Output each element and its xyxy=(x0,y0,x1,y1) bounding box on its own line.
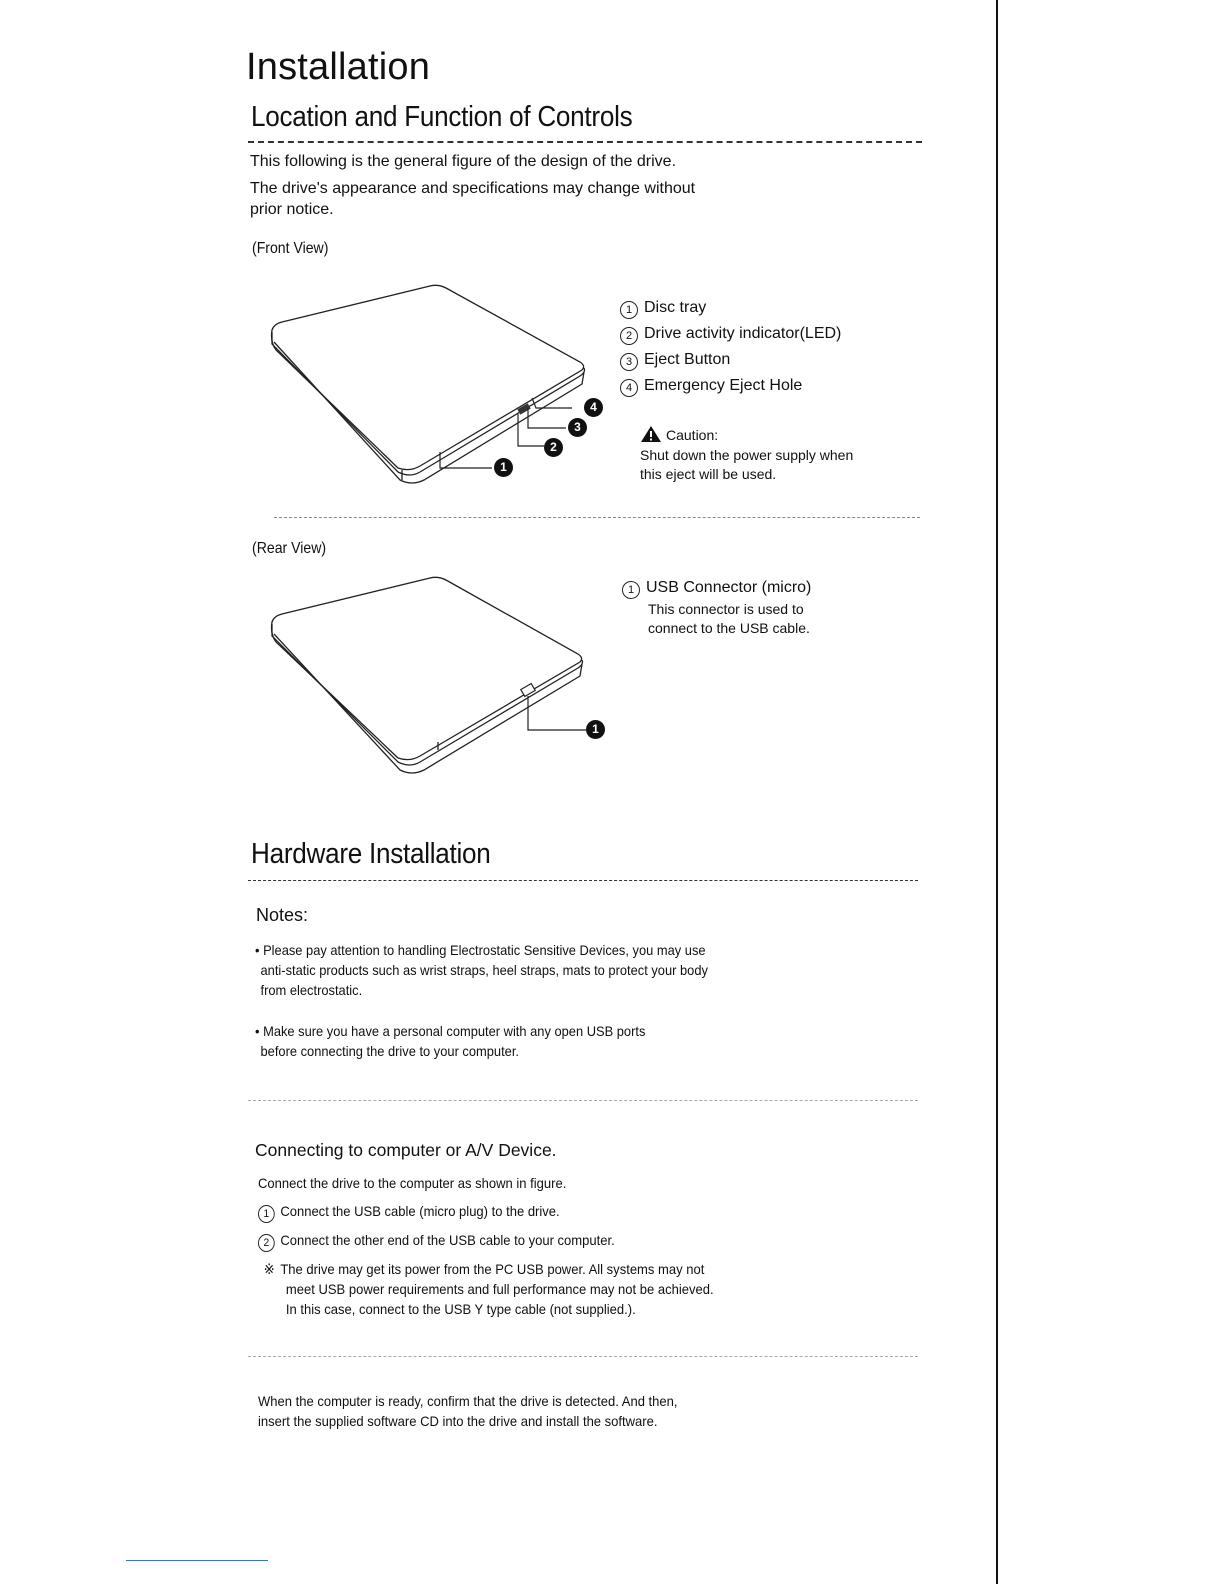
page-edge-line xyxy=(996,0,998,1584)
footnote-line xyxy=(126,1560,268,1561)
front-item: 2 Drive activity indicator(LED) xyxy=(620,323,841,345)
connect-steps: Connect the drive to the computer as shown in figure. 1 Connect the USB cable (micro plug) to the drive. 2 Connect the other end of the USB cable to your computer. ※ The drive may get its power from the PC USB power. All systems may not meet USB power requirements and full performance may not be achieved. In this case, connect to the USB Y type cable (not supplied.). xyxy=(258,1175,714,1317)
front-item: 4 Emergency Eject Hole xyxy=(620,375,841,397)
circled-number: 1 xyxy=(258,1205,275,1223)
section-divider xyxy=(248,141,922,143)
warning-icon xyxy=(640,425,662,443)
rear-item: 1 USB Connector (micro) xyxy=(622,577,811,599)
circled-number: 2 xyxy=(258,1234,275,1252)
rear-callout-1: 1 xyxy=(586,720,605,739)
circled-number: 4 xyxy=(620,379,638,397)
section-heading-hardware: Hardware Installation xyxy=(251,838,491,870)
connect-intro: Connect the drive to the computer as shown in figure. xyxy=(258,1175,567,1191)
divider xyxy=(248,1356,918,1357)
caution-title: Caution: xyxy=(666,427,719,443)
final-instructions: When the computer is ready, confirm that the drive is detected. And then, insert the supplied software CD into the drive and install the software. xyxy=(258,1393,678,1429)
section-heading-controls: Location and Function of Controls xyxy=(251,101,633,133)
circled-number: 2 xyxy=(620,327,638,345)
callout-3: 3 xyxy=(568,418,587,437)
divider xyxy=(248,1100,918,1101)
reference-mark-icon: ※ xyxy=(263,1261,275,1277)
rear-view-label: (Rear View) xyxy=(252,540,327,557)
connect-heading: Connecting to computer or A/V Device. xyxy=(255,1140,557,1160)
circled-number: 1 xyxy=(620,301,638,319)
step-item: 1 Connect the USB cable (micro plug) to the drive. xyxy=(258,1201,714,1223)
page-title: Installation xyxy=(246,46,431,88)
front-view-label: (Front View) xyxy=(252,240,329,257)
note-item: • Please pay attention to handling Electrostatic Sensitive Devices, you may use anti-static products such as wrist straps, heel straps, mats to protect your body from electrostatic. xyxy=(255,942,708,998)
rear-view-illustration xyxy=(260,570,620,780)
circled-number: 1 xyxy=(622,581,640,599)
callout-2: 2 xyxy=(544,438,563,457)
view-divider xyxy=(274,517,920,518)
front-item: 3 Eject Button xyxy=(620,349,841,371)
drive-top-surface xyxy=(272,577,582,759)
note-item: • Make sure you have a personal computer with any open USB ports before connecting the drive to your computer. xyxy=(255,1023,646,1059)
drive-front-edge xyxy=(272,332,585,475)
callout-4: 4 xyxy=(584,398,603,417)
circled-number: 3 xyxy=(620,353,638,371)
drive-top-surface xyxy=(272,285,584,469)
note-line: ※ The drive may get its power from the PC USB power. All systems may not xyxy=(258,1259,714,1279)
rear-description: This connector is used to connect to the USB cable. xyxy=(648,601,810,636)
front-item: 1 Disc tray xyxy=(620,297,841,319)
intro-text: This following is the general figure of the design of the drive. The drive's appearance and specifications may change without prior notice. xyxy=(250,153,696,218)
drive-rear-edge xyxy=(272,624,583,765)
step-item: 2 Connect the other end of the USB cable to your computer. xyxy=(258,1230,714,1252)
front-items-list xyxy=(620,297,841,401)
section-divider xyxy=(248,880,918,881)
caution-text: Shut down the power supply when this eject will be used. xyxy=(640,447,854,482)
callout-1: 1 xyxy=(494,458,513,477)
front-view-illustration xyxy=(260,280,620,500)
notes-label: Notes: xyxy=(256,905,309,925)
